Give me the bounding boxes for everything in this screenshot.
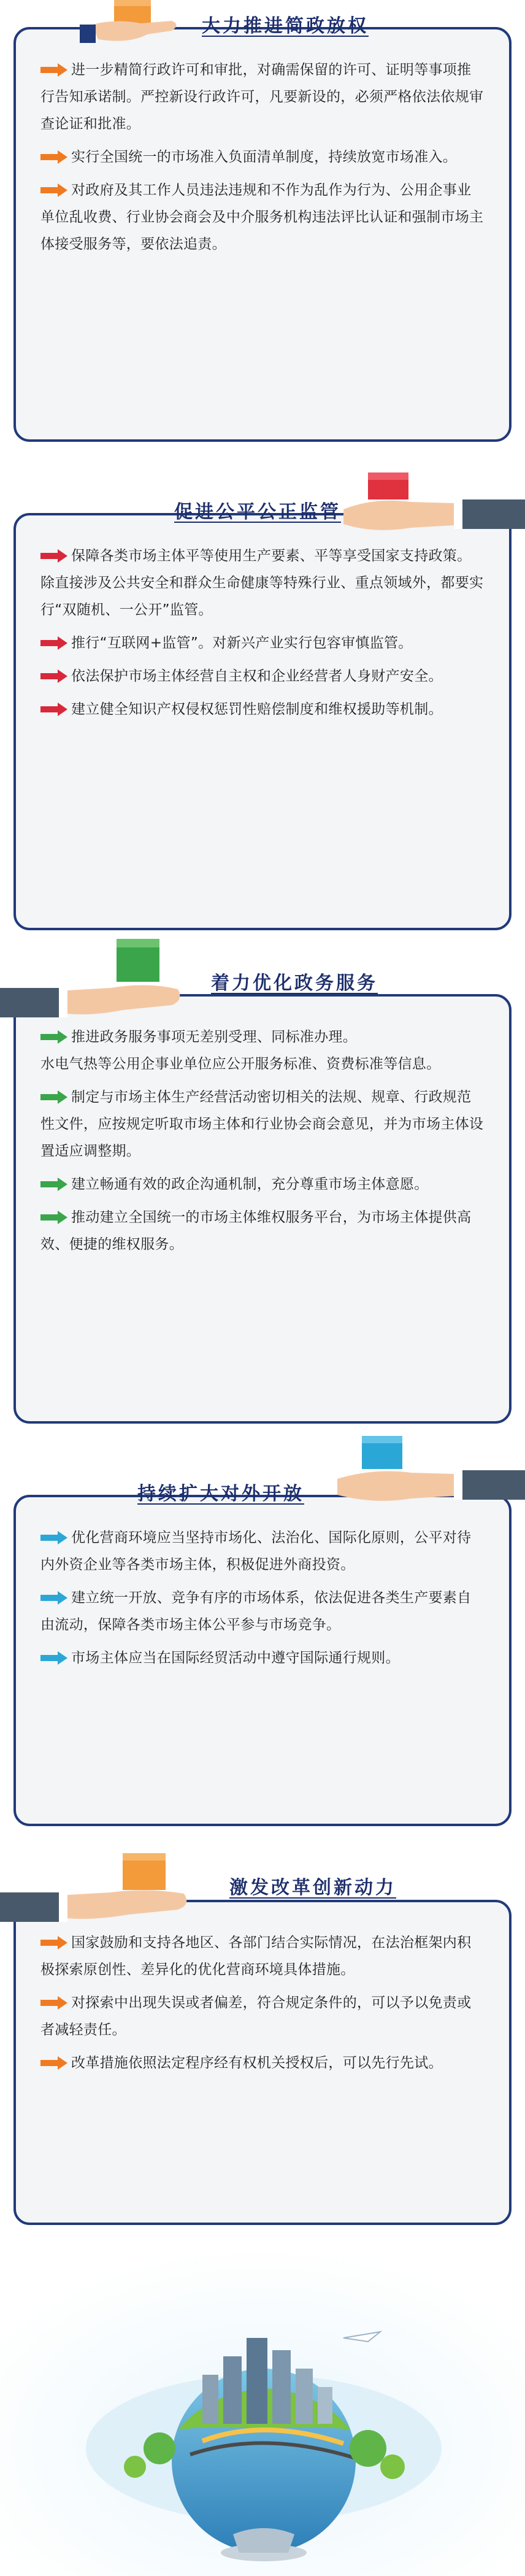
arrow-right-icon xyxy=(40,1090,67,1104)
content-card xyxy=(13,27,512,442)
arrow-right-icon xyxy=(40,183,67,197)
list-item xyxy=(40,144,485,171)
list-item-continuation: 水电气热等公用企事业单位应公开服务标准、资费标准等信息。 xyxy=(40,1056,441,1072)
list-item xyxy=(40,1645,485,1672)
list-item-text: 推动建立全国统一的市场主体维权服务平台，为市场主体提供高效、便捷的维权服务。 xyxy=(40,1209,472,1252)
list-item xyxy=(40,1929,485,1983)
list-item-text: 保障各类市场主体平等使用生产要素、平等享受国家支持政策。除直接涉及公共安全和群众生命健康等特殊行业、重点领域外，都要实行“双随机、一公开”监管。 xyxy=(40,548,484,618)
section-open-up xyxy=(0,1436,525,1841)
banner-section-5 xyxy=(178,1869,448,1902)
arrow-right-icon xyxy=(40,636,67,650)
arrow-right-icon xyxy=(40,1178,67,1191)
list-item xyxy=(40,2050,485,2077)
list-item xyxy=(40,56,485,137)
content-card xyxy=(13,994,512,1424)
list-item xyxy=(40,177,485,258)
section-fair-regulation xyxy=(0,466,525,933)
list-item-text: 市场主体应当在国际经贸活动中遵守国际通行规则。 xyxy=(71,1650,400,1666)
list-item xyxy=(40,696,485,723)
list-item-text: 对探索中出现失误或者偏差，符合规定条件的，可以予以免责或者减轻责任。 xyxy=(40,1995,472,2038)
list-item xyxy=(40,630,485,657)
list-item-text: 依法保护市场主体经营自主权和企业经营者人身财产安全。 xyxy=(71,668,443,684)
arrow-right-icon xyxy=(40,1651,67,1665)
section-optimize-services xyxy=(0,939,525,1430)
arrow-right-icon xyxy=(40,669,67,683)
arrow-right-icon xyxy=(40,1211,67,1224)
list-item-text: 推进政务服务事项无差别受理、同标准办理。 xyxy=(71,1029,357,1045)
arrow-right-icon xyxy=(40,1591,67,1605)
list-item-text: 建立畅通有效的政企沟通机制，充分尊重市场主体意愿。 xyxy=(71,1176,429,1192)
list-item xyxy=(40,542,485,623)
globe-city-icon xyxy=(0,2246,525,2576)
hand-holding-orange-block-icon xyxy=(0,1853,202,1935)
section-title: 着力优化政务服务 xyxy=(211,973,378,994)
section-title: 激发改革创新动力 xyxy=(229,1877,396,1899)
banner-section-2 xyxy=(123,493,393,526)
arrow-right-icon xyxy=(40,63,67,77)
arrow-right-icon xyxy=(40,549,67,563)
list-item-text: 建立健全知识产权侵权惩罚性赔偿制度和维权援助等机制。 xyxy=(71,701,443,717)
list-item-text: 国家鼓励和支持各地区、各部门结合实际情况，在法治框架内积极探索原创性、差异化的优化营商环境具体措施。 xyxy=(40,1935,472,1978)
list-item xyxy=(40,663,485,690)
content-card xyxy=(13,1495,512,1826)
list-item-text: 改革措施依照法定程序经有权机关授权后，可以先行先试。 xyxy=(71,2055,443,2071)
list-item-text: 优化营商环境应当坚持市场化、法治化、国际化原则，公平对待内外资企业等各类市场主体，积极促进外商投资。 xyxy=(40,1530,472,1573)
list-item xyxy=(40,1204,485,1258)
globe-city-illustration xyxy=(0,2246,525,2576)
arrow-right-icon xyxy=(40,2056,67,2070)
list-item-text: 推行“互联网+监管”。对新兴产业实行包容审慎监管。 xyxy=(71,635,413,651)
banner-section-3 xyxy=(159,965,429,998)
banner-section-1 xyxy=(147,7,423,40)
content-card xyxy=(13,1900,512,2225)
section-simplify-administration xyxy=(0,0,525,454)
arrow-right-icon xyxy=(40,1531,67,1544)
section-title: 持续扩大对外开放 xyxy=(137,1483,304,1505)
section-reform-innovation xyxy=(0,1853,525,2234)
list-item-text: 制定与市场主体生产经营活动密切相关的法规、规章、行政规范性文件，应按规定听取市场主体和行业协会商会意见，并为市场主体设置适应调整期。 xyxy=(40,1089,484,1159)
list-item xyxy=(40,1524,485,1578)
list-item xyxy=(40,1584,485,1638)
arrow-right-icon xyxy=(40,1996,67,2010)
list-item-text: 建立统一开放、竞争有序的市场体系，依法促进各类生产要素自由流动，保障各类市场主体公平参与市场竞争。 xyxy=(40,1590,472,1633)
arrow-right-icon xyxy=(40,703,67,716)
list-item xyxy=(40,1084,485,1165)
arrow-right-icon xyxy=(40,150,67,164)
content-card xyxy=(13,513,512,930)
banner-section-4 xyxy=(86,1475,356,1508)
list-item-text: 实行全国统一的市场准入负面清单制度，持续放宽市场准入。 xyxy=(71,149,458,165)
list-item-text: 进一步精简行政许可和审批，对确需保留的许可、证明等事项推行告知承诺制。严控新设行政许可，凡要新设的，必须严格依法依规审查论证和批准。 xyxy=(40,62,484,132)
section-title: 大力推进简政放权 xyxy=(202,15,369,37)
list-item-text: 对政府及其工作人员违法违规和不作为乱作为行为、公用企事业单位乱收费、行业协会商会及中介服务机构违法评比认证和强制市场主体接受服务等，要依法追责。 xyxy=(40,182,484,252)
list-item xyxy=(40,1989,485,2043)
section-title: 促进公平公正监管 xyxy=(174,501,341,523)
arrow-right-icon xyxy=(40,1936,67,1949)
list-item xyxy=(40,1171,485,1198)
